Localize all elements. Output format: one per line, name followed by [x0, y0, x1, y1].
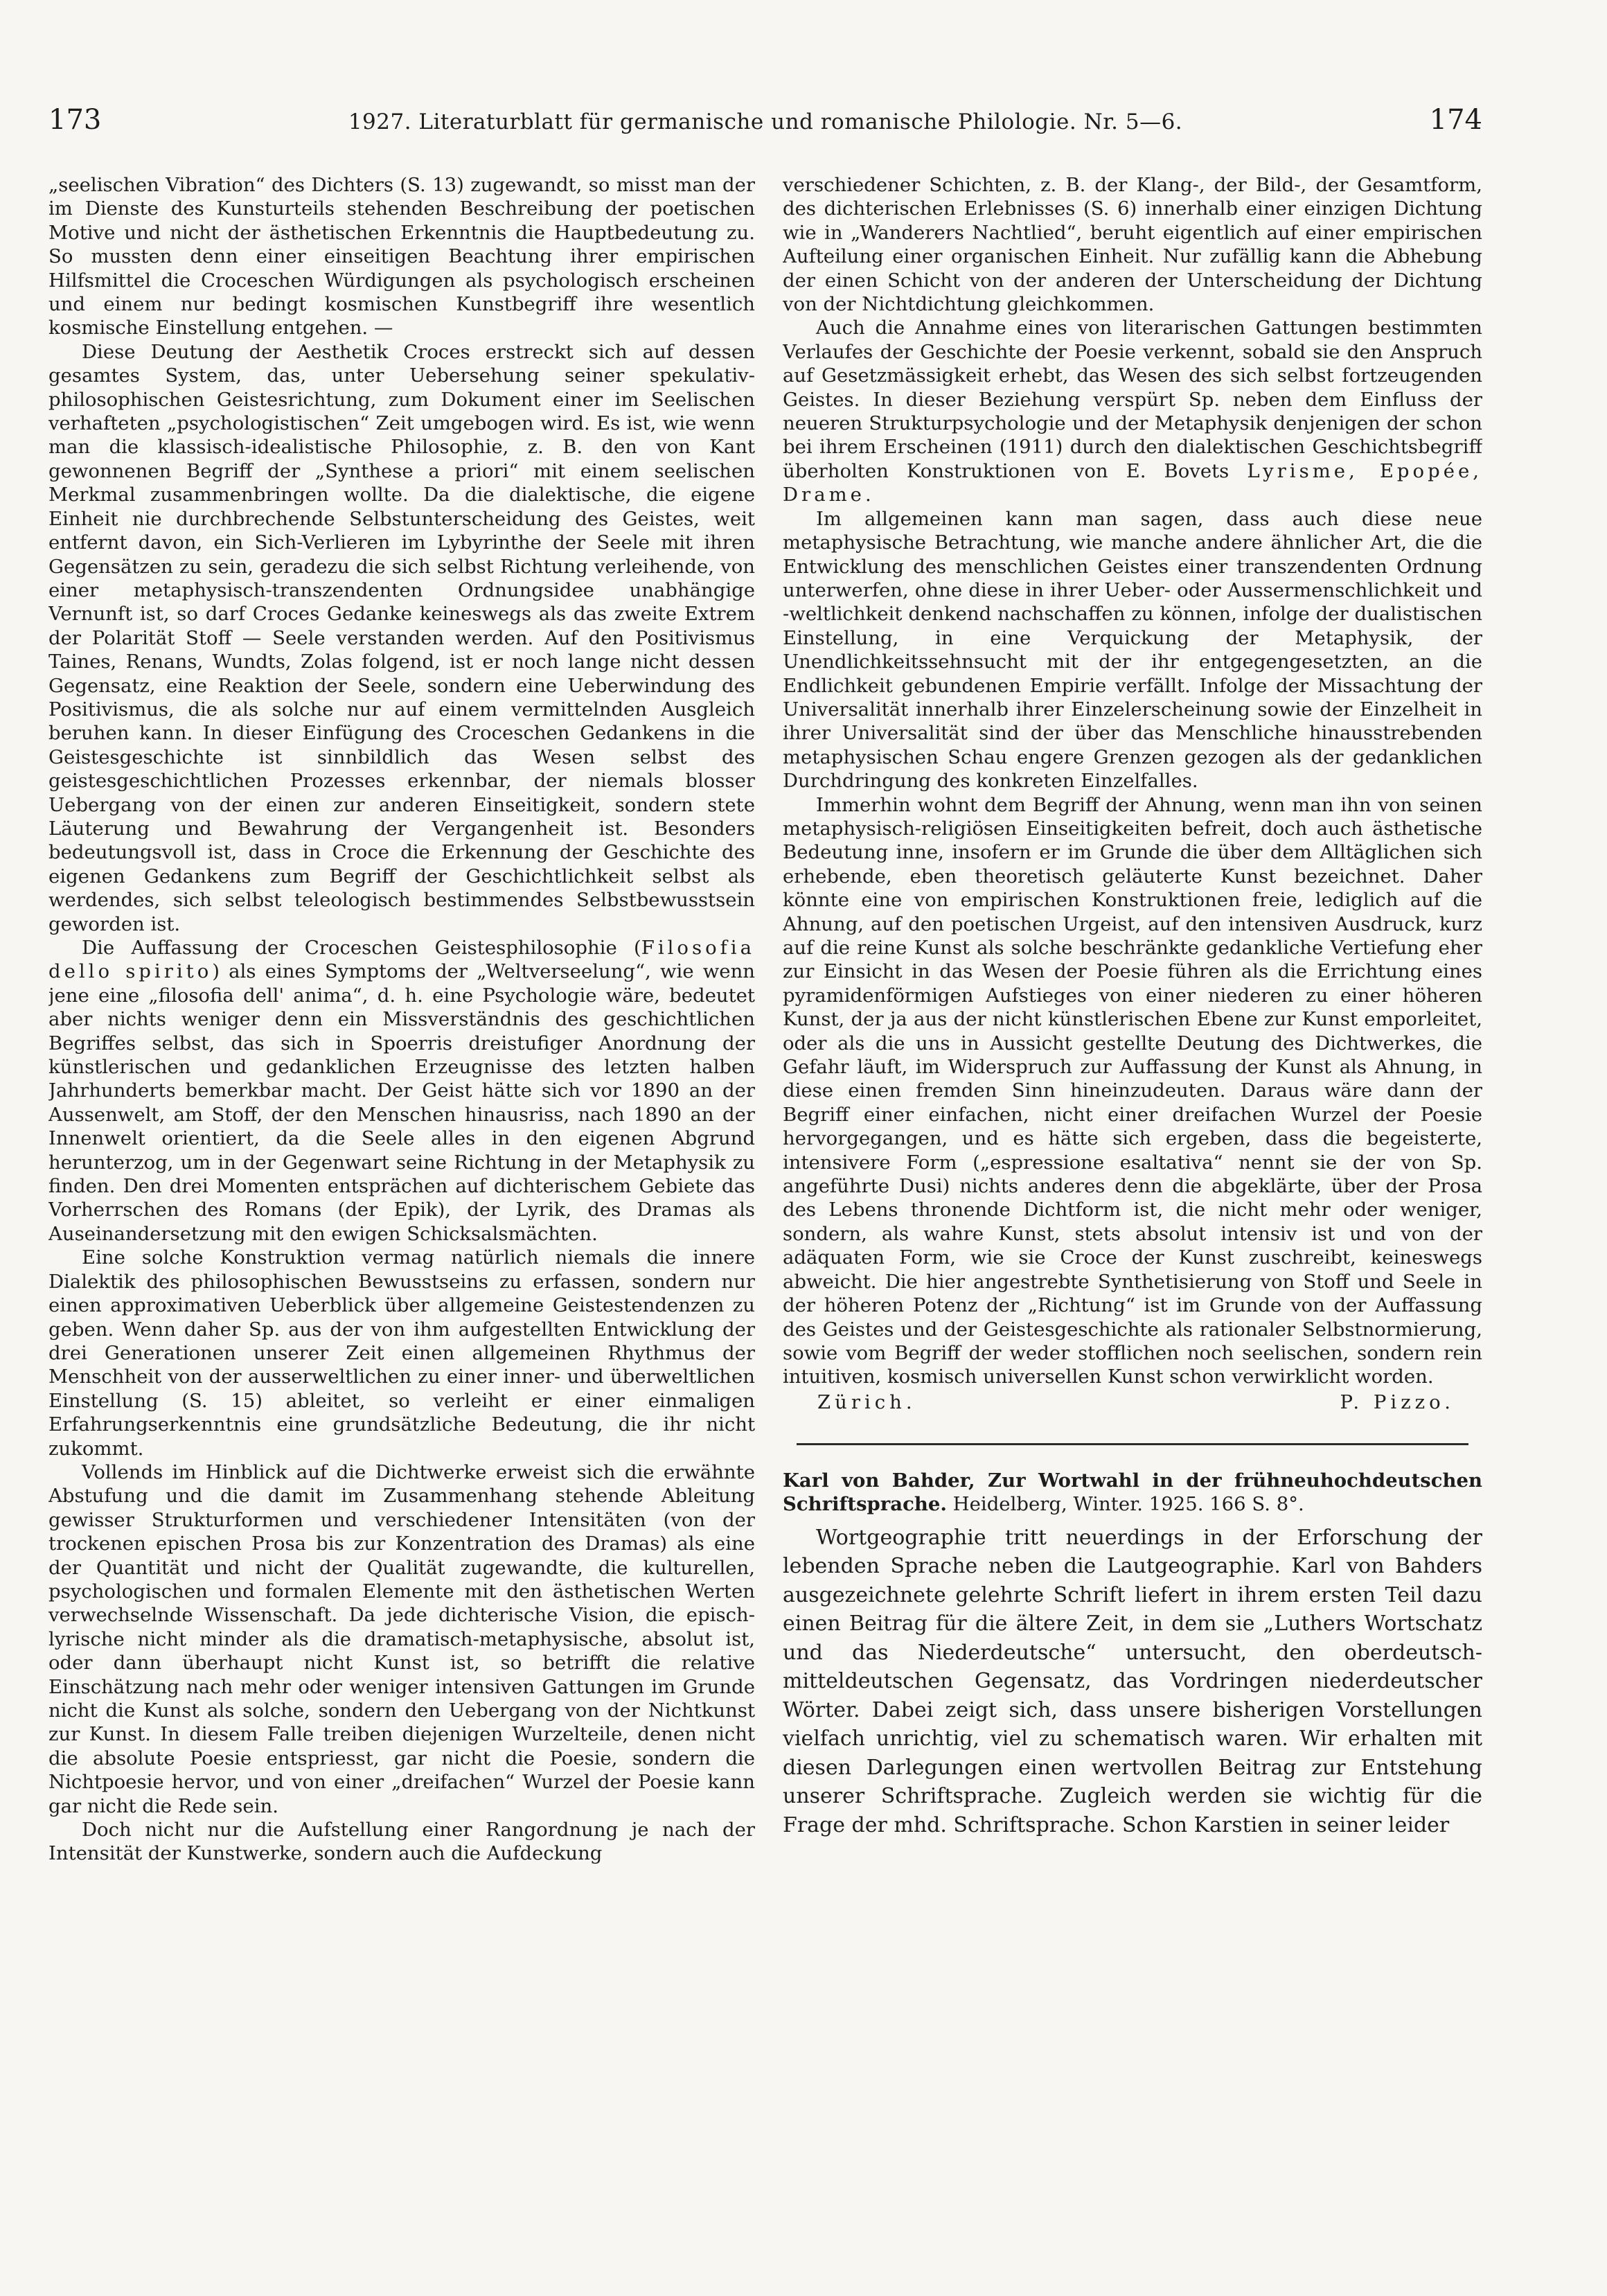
review-body [783, 1524, 1482, 1840]
paragraph: Doch nicht nur die Aufstellung einer Rangordnung je nach der Intensität der Kunstwerke, sondern auch die Aufdeckung [48, 1819, 755, 1865]
text-run: ) als eines Symptoms der „Weltverseelung“, wie wenn jene eine „filosofia dell' anima“, d. h. eine Psychologie wäre, bedeutet aber nichts weniger denn ein Missverständnis des geschichtlichen Begriffes selbst, das sich in Spoerris dreistufiger Anordnung der künstlerischen und gedanklichen Erzeugnisse des letzten halben Jahrhunderts bemerkbar macht. Der Geist hätte sich vor 1890 an der Aussenwelt, am Stoff, der den Menschen hinausriss, nach 1890 an der Innenwelt orientiert, da die Seele alles in den eigenen Abgrund herunterzog, um in der Gegenwart seine Richtung in der Metaphysik zu finden. Den drei Momenten entsprächen auf dichterischem Gebiete das Vorherrschen des Romans (der Epik), der Lyrik, des Dramas als Auseinandersetzung mit den ewigen Schicksalsmächten. [48, 960, 755, 1245]
text-run: . [864, 484, 871, 506]
text-run: Auch die Annahme eines von literarischen Gattungen bestimmten Verlaufes der Geschichte der Poesie verkennt, sobald sie den Anspruch auf Gesetzmässigkeit erhebt, das Wesen des sich selbst fortzeugenden Geistes. In dieser Beziehung verspürt Sp. neben dem Einfluss der neueren Strukturpsychologie und der Metaphysik denjenigen der schon bei ihrem Erscheinen (1911) durch den dialektischen Geschichtsbegriff überholten Konstruktionen von E. Bovets [783, 317, 1482, 482]
right-page-number: 174 [1429, 104, 1482, 136]
running-title: 1927. Literaturblatt für germanische und romanische Philologie. Nr. 5—6. [348, 109, 1183, 134]
left-page-number: 173 [48, 104, 102, 136]
paragraph: Wortgeographie tritt neuerdings in der Erforschung der lebenden Sprache neben die Lautgeographie. Karl von Bahders ausgezeichnete gelehrte Schrift liefert in ihrem ersten Teil dazu einen Beitrag für die ältere Zeit, in dem sie „Luthers Wortschatz und das Niederdeutsche“ untersucht, den oberdeutsch-mitteldeutschen Gegensatz, das Vordringen niederdeutscher Wörter. Dabei zeigt sich, dass unsere bisherigen Vorstellungen vielfach unrichtig, viel zu schematisch waren. Wir erhalten mit diesen Darlegungen einen wertvollen Beitrag zur Entstehung unserer Schriftsprache. Zugleich werden sie wichtig für die Frage der mhd. Schriftsprache. Schon Karstien in seiner leider [783, 1525, 1482, 1837]
text-run: Die Auffassung der Croceschen Geistesphilosophie ( [82, 937, 641, 959]
review-title: Karl von Bahder, Zur Wortwahl in der frühneuhochdeutschen Schriftsprache. [783, 1469, 1482, 1516]
paragraph: Diese Deutung der Aesthetik Croces erstreckt sich auf dessen gesamtes System, das, unter Uebersehung seiner spekulativ-philosophischen Geistesrichtung, zum Dokument einer im Seelischen verhafteten „psychologistischen“ Zeit umgebogen wird. Es ist, wie wenn man die klassisch-idealistische Philosophie, z. B. den von Kant gewonnenen Begriff der „Synthese a priori“ mit einem seelischen Merkmal zusammenbringen wollte. Da die dialektische, die eigene Einheit nie durchbrechende Selbstunterscheidung des Geistes, weit entfernt davon, ein Sich-Verlieren im Lybyrinthe der Seele mit ihren Gegensätzen zu sein, geradezu die sich selbst Richtung verleihende, von einer metaphysisch-transzendenten Ordnungsidee unabhängige Vernunft ist, so darf Croces Gedanke keineswegs als das zweite Extrem der Polarität Stoff — Seele verstanden werden. Auf den Positivismus Taines, Renans, Wundts, Zolas folgend, ist er noch lange nicht dessen Gegensatz, eine Reaktion der Seele, sondern eine Ueberwindung des Positivismus, die als solche nur auf einem vermittelnden Ausgleich beruhen kann. In dieser Einfügung des Croceschen Gedankens in die Geistesgeschichte ist sinnbildlich das Wesen selbst des geistesgeschichtlichen Prozesses erkennbar, der niemals blosser Uebergang von der einen zur anderen Einseitigkeit, sondern stete Läuterung und Bewahrung der Vergangenheit ist. Besonders bedeutungsvoll ist, dass in Croce die Erkennung der Geschichte des eigenen Gedankens zum Begriff der Geschichtlichkeit selbst als werdendes, sich selbst teleologisch bestimmendes Selbstbewusstsein geworden ist. [48, 340, 755, 935]
review-heading [783, 1469, 1482, 1517]
paragraph [48, 936, 755, 1246]
paragraph [783, 316, 1482, 506]
right-column [783, 173, 1482, 2252]
paragraph: „seelischen Vibration“ des Dichters (S. 13) zugewandt, so misst man der im Dienste des Kunsturteils stehenden Beschreibung der poetischen Motive und nicht der ästhetischen Erkenntnis die Hauptbedeutung zu. So mussten denn einer einseitigen Beachtung ihrer empirischen Hilfsmittel die Croceschen Würdigungen als psychologisch erscheinen und einem nur bedingt kosmischen Kunstbegriff ihre wesentlich kosmische Einstellung entgehen. — [48, 174, 755, 339]
left-column [48, 173, 755, 2252]
spaced-title: Filosofia dello spirito [48, 937, 755, 983]
paragraph: Eine solche Konstruktion vermag natürlich niemals die innere Dialektik des philosophischen Bewusstseins zu erfassen, sondern nur einen approximativen Ueberblick über allgemeine Geistestendenzen zu geben. Wenn daher Sp. aus der von ihm aufgestellten Entwicklung der drei Generationen unserer Zeit einen allgemeinen Rhythmus der Menschheit von der ausserweltlichen zu einer inner- und überweltlichen Einstellung (S. 15) ableitet, so verleiht er einer einmaligen Erfahrungserkenntnis eine grundsätzliche Bedeutung, die ihr nicht zukommt. [48, 1246, 755, 1460]
place: Zürich. [817, 1390, 916, 1413]
page-header [48, 104, 1482, 145]
spaced-title: Lyrisme, Epopée, Drame [783, 459, 1482, 506]
review-publication: Heidelberg, Winter. 1925. 166 S. 8°. [946, 1493, 1304, 1516]
author: P. Pizzo. [1340, 1390, 1455, 1413]
paragraph: verschiedener Schichten, z. B. der Klang-, der Bild-, der Gesamtform, des dichterischen Erlebnisses (S. 6) innerhalb einer einzigen Dichtung wie in „Wanderers Nachtlied“, beruht eigentlich auf einer empirischen Aufteilung einer organischen Einheit. Nur zufällig kann die Abhebung der einen Schicht von der anderen der Unterscheidung der Dichtung von der Nichtdichtung gleichkommen. [783, 174, 1482, 316]
section-divider [797, 1443, 1468, 1445]
paragraph: Im allgemeinen kann man sagen, dass auch diese neue metaphysische Betrachtung, wie manche andere ähnlicher Art, die die Entwicklung des menschlichen Geistes einer transzendenten Ordnung unterwerfen, ohne diese in ihrer Ueber- oder Aussermenschlichkeit und -weltlichkeit denkend nachschaffen zu können, infolge der dualistischen Einstellung, in eine Verquickung der Metaphysik, der Unendlichkeitssehnsucht mit der ihr entgegengesetzten, an die Endlichkeit gebundenen Empirie verfällt. Infolge der Missachtung der Universalität innerhalb ihrer Einzelerscheinung sowie der Einzelheit in ihrer Universalität sind der über das Menschliche hinausstrebenden metaphysischen Schau engere Grenzen gezogen als der gedanklichen Durchdringung des konkreten Einzelfalles. [783, 507, 1482, 793]
paragraph: Vollends im Hinblick auf die Dichtwerke erweist sich die erwähnte Abstufung und die damit im Zusammenhang stehende Ableitung gewisser Strukturformen und verschiedener Intensitäten (von der trockenen epischen Prosa bis zur Konzentration des Dramas) als eine der Quantität und nicht der Qualität zugewandte, die kulturellen, psychologischen und formalen Elemente mit den ästhetischen Werten verwechselnde Wissenschaft. Da jede dichterische Vision, die episch-lyrische nicht minder als die dramatisch-metaphysische, absolut ist, oder dann überhaupt nicht Kunst ist, so betrifft die relative Einschätzung nach mehr oder weniger intensiven Gattungen im Grunde nicht die Kunst als solche, sondern den Uebergang von der Nichtkunst zur Kunst. In diesem Falle treiben diejenigen Wurzelteile, denen nicht die absolute Poesie entspriesst, gar nicht die Poesie, sondern die Nichtpoesie hervor, und von einer „dreifachen“ Wurzel der Poesie kann gar nicht die Rede sein. [48, 1460, 755, 1817]
paragraph: Immerhin wohnt dem Begriff der Ahnung, wenn man ihn von seinen metaphysisch-religiösen Einseitigkeiten befreit, doch auch ästhetische Bedeutung inne, insofern er im Grunde die über dem Alltäglichen sich erhebende, eben theoretisch geläuterte Kunst bezeichnet. Daher könnte eine von empirischen Konstruktionen freie, lediglich auf die Ahnung, auf den poetischen Urgeist, auf den intensiven Ausdruck, kurz auf die reine Kunst als solche beschränkte gedankliche Vertiefung eher zur Einsicht in das Wesen der Poesie führen als die Errichtung eines pyramidenförmigen Aufstieges von einer niederen zu einer höheren Kunst, der ja aus der nicht künstlerischen Ebene zur Kunst emporleitet, oder als die uns in Aussicht gestellte Deutung des Dichtwerkes, die Gefahr läuft, im Widerspruch zur Auffassung der Kunst als Ahnung, in diese einen fremden Sinn hineinzudeuten. Daraus wäre dann der Begriff einer einfachen, nicht einer dreifachen Wurzel der Poesie hervorgegangen, und es hätte sich ergeben, dass die begeisterte, intensivere Form („espressione esaltativa“ nennt sie der von Sp. angeführte Dusi) nichts anderes denn die abgeklärte, über der Prosa des Lebens thronende Dichtform ist, die nicht mehr oder weniger, sondern, als wahre Kunst, stets absolut intensiv ist und von der adäquaten Form, wie sie Croce der Kunst zuschreibt, keineswegs abweicht. Die hier angestrebte Synthetisierung von Stoff und Seele in der höheren Potenz der „Richtung“ ist im Grunde von der Auffassung des Geistes und der Geistesgeschichte als rationaler Selbstnormierung, sowie vom Begriff der weder stofflichen noch seelischen, sondern rein intuitiven, kosmisch universellen Kunst schon verwirklicht worden. [783, 793, 1482, 1388]
signature-line [783, 1389, 1482, 1415]
